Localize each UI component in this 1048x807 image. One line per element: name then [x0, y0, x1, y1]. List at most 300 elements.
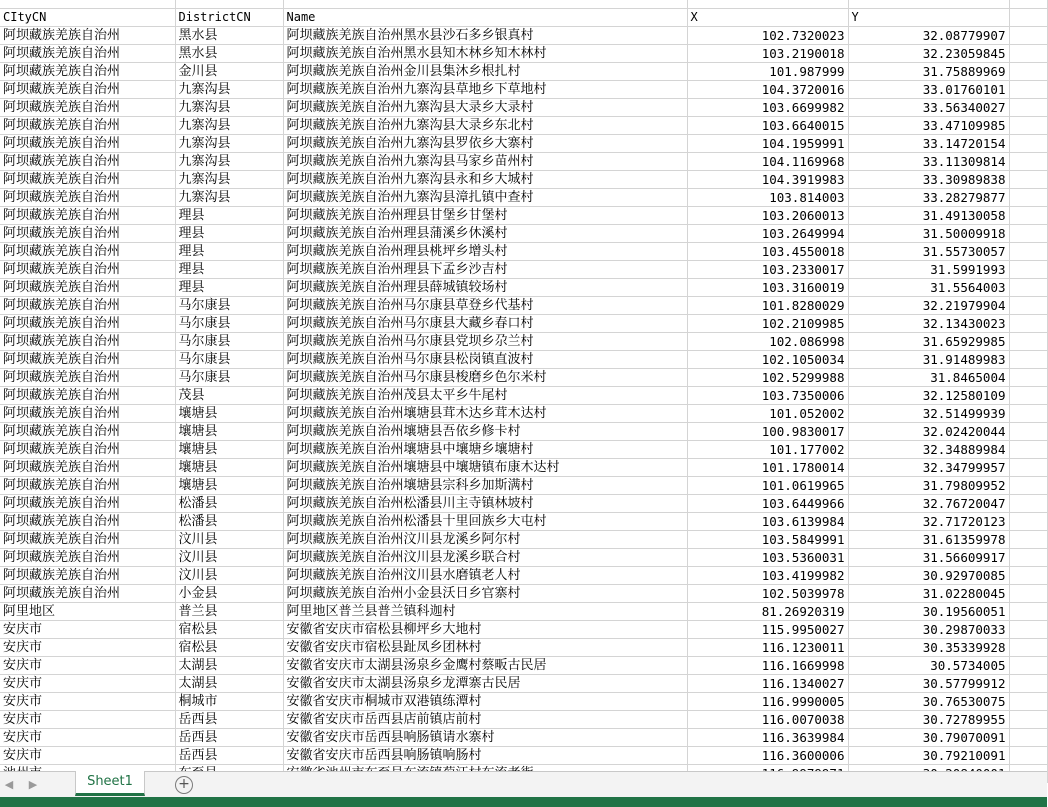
- table-cell[interactable]: 马尔康县: [175, 332, 283, 350]
- table-cell[interactable]: 32.34799957: [848, 458, 1009, 476]
- table-row: [0, 710, 1047, 728]
- empty-cell[interactable]: [1009, 314, 1047, 332]
- empty-cell[interactable]: [1009, 620, 1047, 638]
- table-cell[interactable]: 九寨沟县: [175, 152, 283, 170]
- table-row: [0, 404, 1047, 422]
- table-cell[interactable]: 30.92970085: [848, 566, 1009, 584]
- table-row: [0, 638, 1047, 656]
- table-cell[interactable]: 安庆市: [0, 710, 175, 728]
- table-cell[interactable]: 104.3720016: [687, 80, 848, 98]
- table-cell[interactable]: 阿坝藏族羌族自治州茂县太平乡牛尾村: [283, 386, 687, 404]
- empty-cell[interactable]: [1009, 116, 1047, 134]
- table-cell[interactable]: 阿坝藏族羌族自治州: [0, 44, 175, 62]
- table-cell[interactable]: 小金县: [175, 584, 283, 602]
- table-cell[interactable]: 103.6139984: [687, 512, 848, 530]
- table-row: [0, 170, 1047, 188]
- header-row: [0, 8, 1047, 26]
- table-cell[interactable]: 阿坝藏族羌族自治州: [0, 62, 175, 80]
- table-cell[interactable]: 阿坝藏族羌族自治州: [0, 296, 175, 314]
- table-cell[interactable]: 100.9830017: [687, 422, 848, 440]
- empty-cell[interactable]: [1009, 422, 1047, 440]
- table-cell[interactable]: 30.57799912: [848, 674, 1009, 692]
- table-row: [0, 440, 1047, 458]
- table-cell[interactable]: 九寨沟县: [175, 98, 283, 116]
- empty-cell[interactable]: [1009, 152, 1047, 170]
- table-cell[interactable]: 31.65929985: [848, 332, 1009, 350]
- table-cell[interactable]: 116.9990005: [687, 692, 848, 710]
- empty-cell[interactable]: [1009, 548, 1047, 566]
- table-row: [0, 692, 1047, 710]
- table-cell[interactable]: 安庆市: [0, 656, 175, 674]
- table-cell[interactable]: 安庆市: [0, 638, 175, 656]
- empty-cell[interactable]: [1009, 494, 1047, 512]
- empty-cell[interactable]: [1009, 746, 1047, 764]
- table-cell[interactable]: 102.1050034: [687, 350, 848, 368]
- table-cell[interactable]: 阿坝藏族羌族自治州马尔康县党坝乡尕兰村: [283, 332, 687, 350]
- table-cell[interactable]: 壤塘县: [175, 422, 283, 440]
- table-cell[interactable]: 阿坝藏族羌族自治州九寨沟县永和乡大城村: [283, 170, 687, 188]
- table-cell[interactable]: 81.26920319: [687, 602, 848, 620]
- table-cell[interactable]: 阿坝藏族羌族自治州松潘县川主寺镇林坡村: [283, 494, 687, 512]
- table-row: [0, 674, 1047, 692]
- empty-cell[interactable]: [1009, 566, 1047, 584]
- table-row: [0, 260, 1047, 278]
- table-cell[interactable]: 31.5564003: [848, 278, 1009, 296]
- table-row: [0, 368, 1047, 386]
- empty-cell[interactable]: [1009, 62, 1047, 80]
- table-row: [0, 620, 1047, 638]
- table-cell[interactable]: 阿里地区普兰县普兰镇科迦村: [283, 602, 687, 620]
- table-cell[interactable]: 31.79809952: [848, 476, 1009, 494]
- table-cell[interactable]: 宿松县: [175, 620, 283, 638]
- table-cell[interactable]: 阿坝藏族羌族自治州: [0, 494, 175, 512]
- table-cell[interactable]: 汶川县: [175, 548, 283, 566]
- table-cell[interactable]: 阿坝藏族羌族自治州松潘县十里回族乡大屯村: [283, 512, 687, 530]
- table-cell[interactable]: 阿坝藏族羌族自治州: [0, 440, 175, 458]
- table-cell[interactable]: 103.4199982: [687, 566, 848, 584]
- table-row: [0, 152, 1047, 170]
- table-cell[interactable]: 黑水县: [175, 44, 283, 62]
- table-cell[interactable]: 岳西县: [175, 728, 283, 746]
- empty-cell[interactable]: [1009, 710, 1047, 728]
- header-cell[interactable]: CItyCN: [0, 8, 175, 26]
- table-cell[interactable]: 安徽省安庆市桐城市双港镇练潭村: [283, 692, 687, 710]
- table-row: [0, 242, 1047, 260]
- header-cell[interactable]: Name: [283, 8, 687, 26]
- sheet-tab[interactable]: Sheet1: [75, 771, 145, 796]
- table-row: [0, 278, 1047, 296]
- empty-cell[interactable]: [1009, 440, 1047, 458]
- empty-cell[interactable]: [1009, 80, 1047, 98]
- empty-cell[interactable]: [1009, 8, 1047, 26]
- table-cell[interactable]: 阿坝藏族羌族自治州: [0, 350, 175, 368]
- table-cell[interactable]: 33.28279877: [848, 188, 1009, 206]
- header-cell[interactable]: DistrictCN: [175, 8, 283, 26]
- table-cell[interactable]: 安徽省安庆市太湖县汤泉乡金鹰村蔡畈古民居: [283, 656, 687, 674]
- empty-cell[interactable]: [1009, 206, 1047, 224]
- table-cell[interactable]: 壤塘县: [175, 458, 283, 476]
- table-cell[interactable]: 115.9950027: [687, 620, 848, 638]
- table-cell[interactable]: 32.23059845: [848, 44, 1009, 62]
- table-cell[interactable]: 理县: [175, 278, 283, 296]
- table-cell[interactable]: 101.1780014: [687, 458, 848, 476]
- table-cell[interactable]: 阿坝藏族羌族自治州汶川县龙溪乡联合村: [283, 548, 687, 566]
- table-cell[interactable]: 阿坝藏族羌族自治州黑水县沙石多乡银真村: [283, 26, 687, 44]
- table-cell[interactable]: 30.76530075: [848, 692, 1009, 710]
- table-cell[interactable]: 安徽省安庆市宿松县柳坪乡大地村: [283, 620, 687, 638]
- table-cell[interactable]: 太湖县: [175, 674, 283, 692]
- table-cell[interactable]: 九寨沟县: [175, 80, 283, 98]
- table-cell[interactable]: 阿坝藏族羌族自治州小金县沃日乡官寨村: [283, 584, 687, 602]
- table-cell[interactable]: 阿坝藏族羌族自治州: [0, 242, 175, 260]
- table-cell[interactable]: 马尔康县: [175, 314, 283, 332]
- table-row: [0, 512, 1047, 530]
- table-cell[interactable]: 103.6449966: [687, 494, 848, 512]
- empty-cell[interactable]: [1009, 602, 1047, 620]
- table-cell[interactable]: 103.6699982: [687, 98, 848, 116]
- table-cell[interactable]: 103.7350006: [687, 386, 848, 404]
- table-cell[interactable]: 壤塘县: [175, 476, 283, 494]
- empty-cell[interactable]: [1009, 458, 1047, 476]
- table-cell[interactable]: 阿坝藏族羌族自治州九寨沟县马家乡苗州村: [283, 152, 687, 170]
- table-cell[interactable]: 33.01760101: [848, 80, 1009, 98]
- table-row: [0, 386, 1047, 404]
- table-cell[interactable]: 101.177002: [687, 440, 848, 458]
- table-cell[interactable]: 104.1959991: [687, 134, 848, 152]
- table-cell[interactable]: 汶川县: [175, 566, 283, 584]
- table-cell[interactable]: 103.2649994: [687, 224, 848, 242]
- table-cell[interactable]: 金川县: [175, 62, 283, 80]
- table-cell[interactable]: 汶川县: [175, 530, 283, 548]
- table-cell[interactable]: 阿坝藏族羌族自治州九寨沟县漳扎镇中查村: [283, 188, 687, 206]
- table-cell[interactable]: 阿坝藏族羌族自治州: [0, 386, 175, 404]
- table-cell[interactable]: 33.14720154: [848, 134, 1009, 152]
- empty-cell[interactable]: [1009, 350, 1047, 368]
- table-row: [0, 548, 1047, 566]
- table-cell[interactable]: 阿坝藏族羌族自治州: [0, 404, 175, 422]
- table-cell[interactable]: 30.35339928: [848, 638, 1009, 656]
- table-cell[interactable]: 阿坝藏族羌族自治州: [0, 458, 175, 476]
- table-row: [0, 224, 1047, 242]
- table-row: [0, 566, 1047, 584]
- table-cell[interactable]: 103.2060013: [687, 206, 848, 224]
- empty-cell[interactable]: [1009, 332, 1047, 350]
- table-cell[interactable]: 阿坝藏族羌族自治州黑水县知木林乡知木林村: [283, 44, 687, 62]
- table-cell[interactable]: 理县: [175, 242, 283, 260]
- header-cell[interactable]: X: [687, 8, 848, 26]
- table-cell[interactable]: 32.51499939: [848, 404, 1009, 422]
- table-cell[interactable]: 31.8465004: [848, 368, 1009, 386]
- table-row: [0, 728, 1047, 746]
- table-cell[interactable]: 阿坝藏族羌族自治州壤塘县茸木达乡茸木达村: [283, 404, 687, 422]
- table-cell[interactable]: 阿坝藏族羌族自治州壤塘县宗科乡加斯满村: [283, 476, 687, 494]
- table-cell[interactable]: 33.47109985: [848, 116, 1009, 134]
- table-cell[interactable]: 茂县: [175, 386, 283, 404]
- table-row: [0, 422, 1047, 440]
- table-cell[interactable]: 安徽省安庆市太湖县汤泉乡龙潭寨古民居: [283, 674, 687, 692]
- empty-cell[interactable]: [1009, 296, 1047, 314]
- table-cell[interactable]: 桐城市: [175, 692, 283, 710]
- table-cell[interactable]: 31.5991993: [848, 260, 1009, 278]
- empty-cell[interactable]: [1009, 278, 1047, 296]
- empty-cell[interactable]: [1009, 170, 1047, 188]
- table-cell[interactable]: 30.72789955: [848, 710, 1009, 728]
- table-cell[interactable]: 阿坝藏族羌族自治州: [0, 368, 175, 386]
- empty-cell[interactable]: [1009, 530, 1047, 548]
- table-cell[interactable]: 阿坝藏族羌族自治州: [0, 98, 175, 116]
- table-cell[interactable]: 31.91489983: [848, 350, 1009, 368]
- empty-cell[interactable]: [1009, 242, 1047, 260]
- table-cell[interactable]: 安庆市: [0, 674, 175, 692]
- table-row: [0, 494, 1047, 512]
- table-row: [0, 584, 1047, 602]
- table-cell[interactable]: 松潘县: [175, 512, 283, 530]
- table-cell[interactable]: 101.0619965: [687, 476, 848, 494]
- table-cell[interactable]: 30.79210091: [848, 746, 1009, 764]
- table-cell[interactable]: 阿坝藏族羌族自治州汶川县龙溪乡阿尔村: [283, 530, 687, 548]
- empty-cell[interactable]: [1009, 386, 1047, 404]
- table-cell[interactable]: 32.34889984: [848, 440, 1009, 458]
- table-row: [0, 44, 1047, 62]
- table-cell[interactable]: 阿坝藏族羌族自治州理县桃坪乡增头村: [283, 242, 687, 260]
- table-cell[interactable]: 理县: [175, 224, 283, 242]
- table-cell[interactable]: 102.5299988: [687, 368, 848, 386]
- table-cell[interactable]: 阿坝藏族羌族自治州: [0, 80, 175, 98]
- table-cell[interactable]: 33.11309814: [848, 152, 1009, 170]
- table-cell[interactable]: 黑水县: [175, 26, 283, 44]
- table-cell[interactable]: 岳西县: [175, 710, 283, 728]
- table-cell[interactable]: 阿坝藏族羌族自治州壤塘县中壤塘镇布康木达村: [283, 458, 687, 476]
- table-cell[interactable]: 103.2330017: [687, 260, 848, 278]
- table-cell[interactable]: 马尔康县: [175, 350, 283, 368]
- table-cell[interactable]: 31.49130058: [848, 206, 1009, 224]
- table-cell[interactable]: 116.0070038: [687, 710, 848, 728]
- empty-cell[interactable]: [1009, 512, 1047, 530]
- table-cell[interactable]: 安庆市: [0, 746, 175, 764]
- table-cell[interactable]: 104.3919983: [687, 170, 848, 188]
- table-cell[interactable]: 阿坝藏族羌族自治州: [0, 566, 175, 584]
- table-cell[interactable]: 阿坝藏族羌族自治州: [0, 26, 175, 44]
- table-cell[interactable]: 阿坝藏族羌族自治州: [0, 530, 175, 548]
- table-cell[interactable]: 31.75889969: [848, 62, 1009, 80]
- table-cell[interactable]: 32.76720047: [848, 494, 1009, 512]
- table-cell[interactable]: 阿坝藏族羌族自治州: [0, 332, 175, 350]
- header-cell[interactable]: Y: [848, 8, 1009, 26]
- table-row: [0, 314, 1047, 332]
- empty-cell[interactable]: [1009, 368, 1047, 386]
- table-cell[interactable]: 阿坝藏族羌族自治州马尔康县大藏乡春口村: [283, 314, 687, 332]
- table-cell[interactable]: 103.2190018: [687, 44, 848, 62]
- table-row: [0, 458, 1047, 476]
- status-bar: [0, 797, 1047, 807]
- table-cell[interactable]: 阿坝藏族羌族自治州: [0, 584, 175, 602]
- table-cell[interactable]: 阿坝藏族羌族自治州: [0, 422, 175, 440]
- table-cell[interactable]: 30.19560051: [848, 602, 1009, 620]
- table-cell[interactable]: 阿坝藏族羌族自治州: [0, 476, 175, 494]
- table-cell[interactable]: 阿坝藏族羌族自治州九寨沟县罗依乡大寨村: [283, 134, 687, 152]
- table-cell[interactable]: 116.1340027: [687, 674, 848, 692]
- table-cell[interactable]: 31.02280045: [848, 584, 1009, 602]
- table-row: [0, 476, 1047, 494]
- table-cell[interactable]: 阿坝藏族羌族自治州壤塘县中壤塘乡壤塘村: [283, 440, 687, 458]
- table-cell[interactable]: 30.5734005: [848, 656, 1009, 674]
- table-cell[interactable]: 32.13430023: [848, 314, 1009, 332]
- table-cell[interactable]: 32.08779907: [848, 26, 1009, 44]
- table-cell[interactable]: 安徽省安庆市宿松县趾凤乡团林村: [283, 638, 687, 656]
- table-cell[interactable]: 101.8280029: [687, 296, 848, 314]
- empty-cell[interactable]: [1009, 728, 1047, 746]
- empty-cell[interactable]: [1009, 98, 1047, 116]
- table-cell[interactable]: 阿坝藏族羌族自治州: [0, 512, 175, 530]
- empty-cell[interactable]: [1009, 584, 1047, 602]
- empty-cell[interactable]: [1009, 692, 1047, 710]
- table-cell[interactable]: 阿坝藏族羌族自治州马尔康县松岗镇直波村: [283, 350, 687, 368]
- empty-cell[interactable]: [1009, 134, 1047, 152]
- table-cell[interactable]: 102.5039978: [687, 584, 848, 602]
- table-cell[interactable]: 阿坝藏族羌族自治州: [0, 170, 175, 188]
- table-cell[interactable]: 阿坝藏族羌族自治州理县下孟乡沙吉村: [283, 260, 687, 278]
- empty-cell[interactable]: [1009, 476, 1047, 494]
- table-cell[interactable]: 阿坝藏族羌族自治州: [0, 152, 175, 170]
- sheet-tab-bar: [0, 771, 1047, 798]
- table-cell[interactable]: 马尔康县: [175, 296, 283, 314]
- table-cell[interactable]: 阿坝藏族羌族自治州: [0, 278, 175, 296]
- table-cell[interactable]: 安庆市: [0, 728, 175, 746]
- table-row: [0, 332, 1047, 350]
- table-cell[interactable]: 九寨沟县: [175, 134, 283, 152]
- empty-cell[interactable]: [1009, 26, 1047, 44]
- table-cell[interactable]: 九寨沟县: [175, 116, 283, 134]
- table-cell[interactable]: 116.1230011: [687, 638, 848, 656]
- table-cell[interactable]: 116.3600006: [687, 746, 848, 764]
- table-cell[interactable]: 103.4550018: [687, 242, 848, 260]
- table-cell[interactable]: 阿坝藏族羌族自治州九寨沟县大录乡大录村: [283, 98, 687, 116]
- table-cell[interactable]: 宿松县: [175, 638, 283, 656]
- table-cell[interactable]: 103.814003: [687, 188, 848, 206]
- table-cell[interactable]: 安庆市: [0, 692, 175, 710]
- table-cell[interactable]: 安徽省安庆市岳西县响肠镇请水寨村: [283, 728, 687, 746]
- table-cell[interactable]: 阿坝藏族羌族自治州汶川县水磨镇老人村: [283, 566, 687, 584]
- empty-cell[interactable]: [1009, 404, 1047, 422]
- table-cell[interactable]: 阿坝藏族羌族自治州: [0, 224, 175, 242]
- table-row: [0, 206, 1047, 224]
- table-cell[interactable]: 马尔康县: [175, 368, 283, 386]
- table-row: [0, 296, 1047, 314]
- table-row: [0, 62, 1047, 80]
- table-cell[interactable]: 33.56340027: [848, 98, 1009, 116]
- table-cell[interactable]: 103.3160019: [687, 278, 848, 296]
- table-cell[interactable]: 101.052002: [687, 404, 848, 422]
- table-cell[interactable]: 阿坝藏族羌族自治州马尔康县梭磨乡色尔米村: [283, 368, 687, 386]
- table-cell[interactable]: 104.1169968: [687, 152, 848, 170]
- table-row: [0, 530, 1047, 548]
- table-row: [0, 98, 1047, 116]
- table-cell[interactable]: 安徽省安庆市岳西县响肠镇响肠村: [283, 746, 687, 764]
- empty-cell[interactable]: [1009, 674, 1047, 692]
- empty-cell[interactable]: [1009, 44, 1047, 62]
- table-cell[interactable]: 32.21979904: [848, 296, 1009, 314]
- table-cell[interactable]: 普兰县: [175, 602, 283, 620]
- table-cell[interactable]: 壤塘县: [175, 440, 283, 458]
- table-cell[interactable]: 阿坝藏族羌族自治州: [0, 206, 175, 224]
- table-cell[interactable]: 30.79070091: [848, 728, 1009, 746]
- table-cell[interactable]: 阿坝藏族羌族自治州金川县集沐乡根扎村: [283, 62, 687, 80]
- table-cell[interactable]: 102.086998: [687, 332, 848, 350]
- table-cell[interactable]: 理县: [175, 206, 283, 224]
- table-row: [0, 188, 1047, 206]
- table-cell[interactable]: 阿坝藏族羌族自治州理县甘堡乡甘堡村: [283, 206, 687, 224]
- table-row: [0, 26, 1047, 44]
- empty-cell[interactable]: [1009, 188, 1047, 206]
- table-cell[interactable]: 阿坝藏族羌族自治州: [0, 134, 175, 152]
- table-cell[interactable]: 30.29870033: [848, 620, 1009, 638]
- table-cell[interactable]: 阿坝藏族羌族自治州壤塘县吾依乡修卡村: [283, 422, 687, 440]
- table-cell[interactable]: 103.5849991: [687, 530, 848, 548]
- chevron-right-icon[interactable]: ▶: [28, 778, 38, 791]
- table-cell[interactable]: 31.55730057: [848, 242, 1009, 260]
- empty-cell[interactable]: [1009, 638, 1047, 656]
- table-cell[interactable]: 壤塘县: [175, 404, 283, 422]
- table-row: [0, 746, 1047, 764]
- table-cell[interactable]: 103.6640015: [687, 116, 848, 134]
- column-letter-row-remnant: [0, 0, 1047, 8]
- plus-circle-icon[interactable]: +: [175, 776, 193, 794]
- table-cell[interactable]: 31.61359978: [848, 530, 1009, 548]
- table-cell[interactable]: 102.7320023: [687, 26, 848, 44]
- table-cell[interactable]: 安徽省安庆市岳西县店前镇店前村: [283, 710, 687, 728]
- table-cell[interactable]: 33.30989838: [848, 170, 1009, 188]
- table-row: [0, 134, 1047, 152]
- table-cell[interactable]: 31.50009918: [848, 224, 1009, 242]
- table-cell[interactable]: 阿坝藏族羌族自治州马尔康县草登乡代基村: [283, 296, 687, 314]
- table-cell[interactable]: 阿坝藏族羌族自治州理县薛城镇较场村: [283, 278, 687, 296]
- table-cell[interactable]: 太湖县: [175, 656, 283, 674]
- table-cell[interactable]: 116.1669998: [687, 656, 848, 674]
- table-cell[interactable]: 松潘县: [175, 494, 283, 512]
- table-cell[interactable]: 安庆市: [0, 620, 175, 638]
- table-cell[interactable]: 九寨沟县: [175, 188, 283, 206]
- table-cell[interactable]: 阿坝藏族羌族自治州: [0, 314, 175, 332]
- table-cell[interactable]: 103.5360031: [687, 548, 848, 566]
- table-cell[interactable]: 九寨沟县: [175, 170, 283, 188]
- table-cell[interactable]: 102.2109985: [687, 314, 848, 332]
- table-cell[interactable]: 阿坝藏族羌族自治州: [0, 548, 175, 566]
- table-cell[interactable]: 阿坝藏族羌族自治州: [0, 260, 175, 278]
- table-cell[interactable]: 32.12580109: [848, 386, 1009, 404]
- table-cell[interactable]: 阿坝藏族羌族自治州九寨沟县大录乡东北村: [283, 116, 687, 134]
- table-cell[interactable]: 32.02420044: [848, 422, 1009, 440]
- table-cell[interactable]: 32.71720123: [848, 512, 1009, 530]
- chevron-left-icon[interactable]: ◀: [4, 778, 14, 791]
- table-cell[interactable]: 阿坝藏族羌族自治州九寨沟县草地乡下草地村: [283, 80, 687, 98]
- table-cell[interactable]: 116.3639984: [687, 728, 848, 746]
- table-cell[interactable]: 31.56609917: [848, 548, 1009, 566]
- table-cell[interactable]: 101.987999: [687, 62, 848, 80]
- table-cell[interactable]: 岳西县: [175, 746, 283, 764]
- table-row: [0, 656, 1047, 674]
- table-row: [0, 602, 1047, 620]
- table-cell[interactable]: 阿坝藏族羌族自治州理县蒲溪乡休溪村: [283, 224, 687, 242]
- table-cell[interactable]: 阿里地区: [0, 602, 175, 620]
- table-cell[interactable]: 理县: [175, 260, 283, 278]
- table-cell[interactable]: 阿坝藏族羌族自治州: [0, 188, 175, 206]
- empty-cell[interactable]: [1009, 260, 1047, 278]
- table-row: [0, 350, 1047, 368]
- empty-cell[interactable]: [1009, 224, 1047, 242]
- table-cell[interactable]: 阿坝藏族羌族自治州: [0, 116, 175, 134]
- table-row: [0, 116, 1047, 134]
- empty-cell[interactable]: [1009, 656, 1047, 674]
